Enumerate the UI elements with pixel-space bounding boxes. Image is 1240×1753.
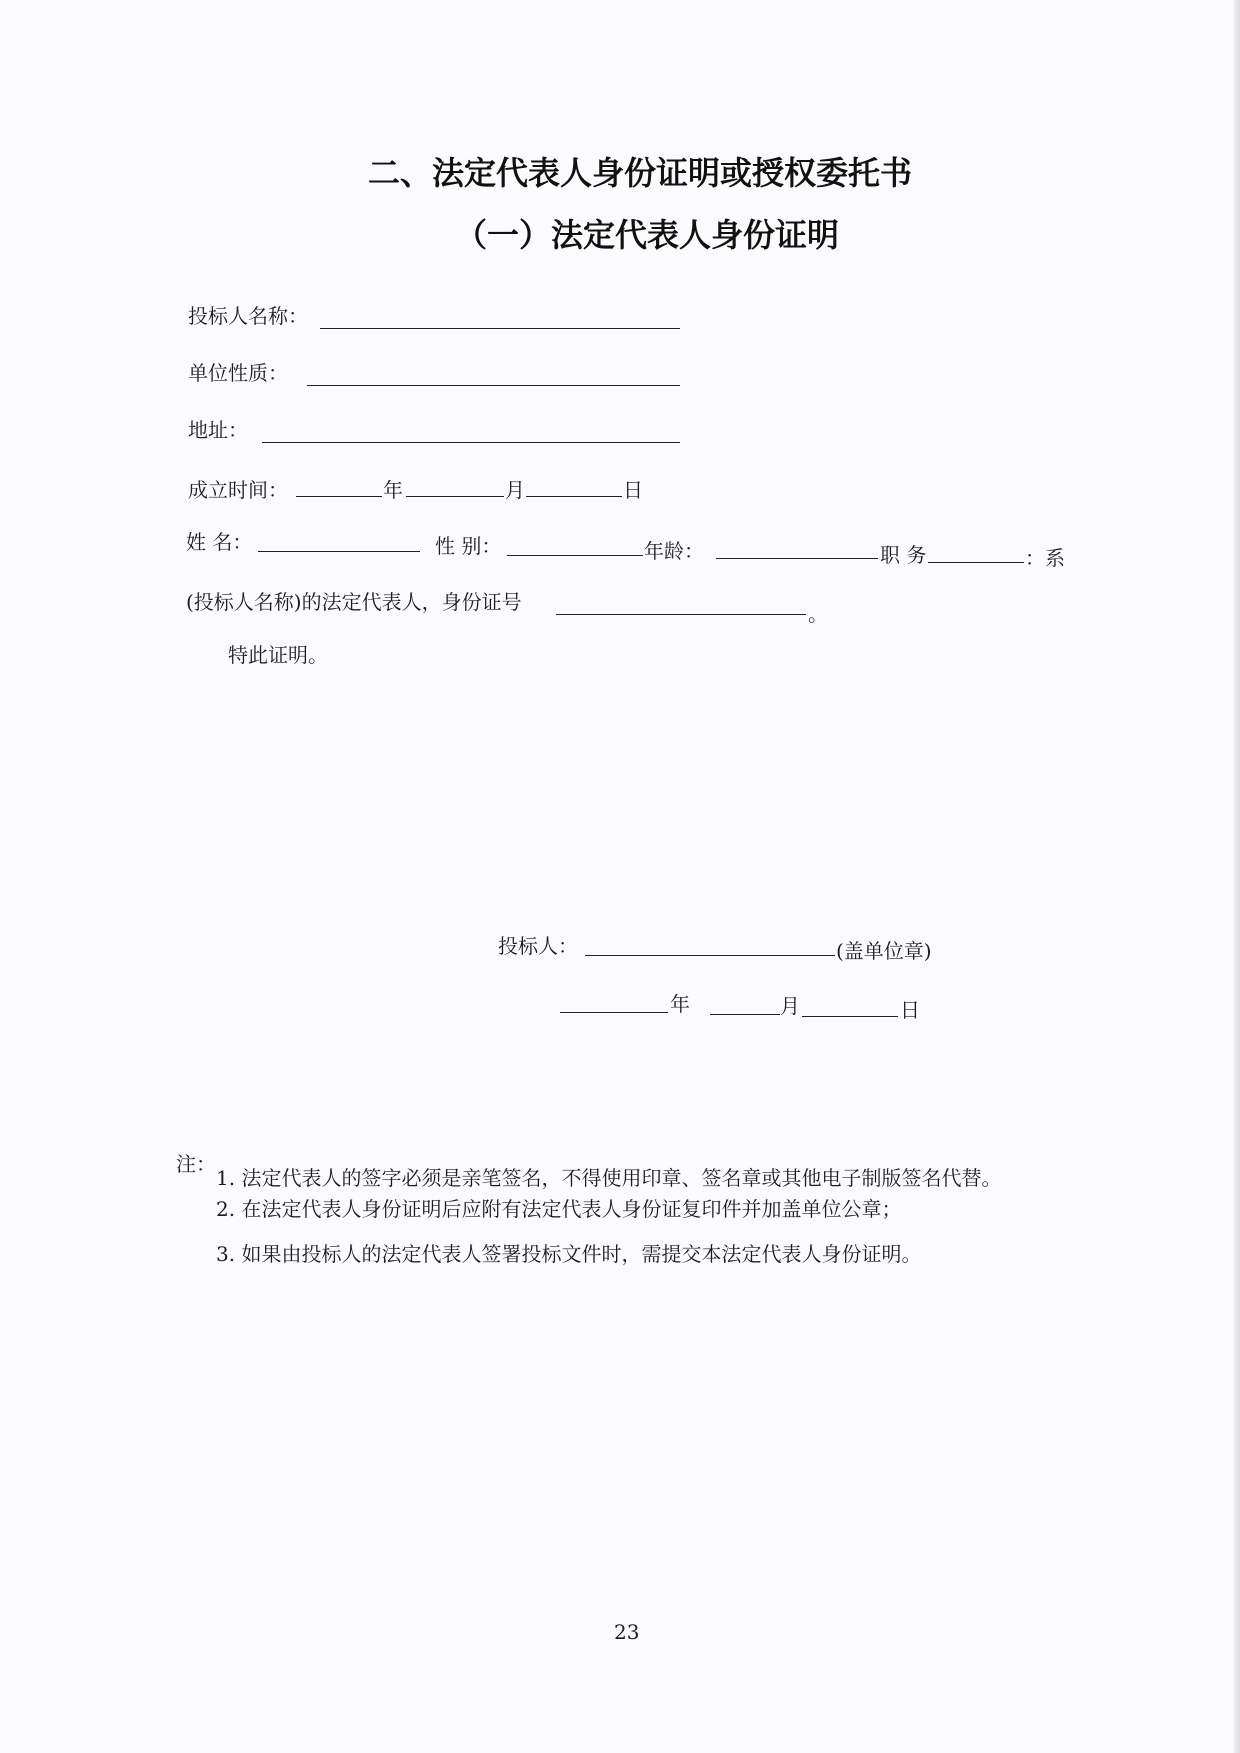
position-label: 职 务 xyxy=(880,543,927,567)
established-label: 成立时间： xyxy=(188,478,288,502)
established-month-field[interactable] xyxy=(406,496,504,497)
sub-heading: （一）法定代表人身份证明 xyxy=(455,216,840,254)
notes-label: 注： xyxy=(176,1152,216,1176)
age-label: 年龄： xyxy=(644,539,704,563)
signature-month-field[interactable] xyxy=(710,1014,780,1015)
address-field[interactable] xyxy=(262,442,680,443)
established-year-field[interactable] xyxy=(296,496,382,497)
signature-day-field[interactable] xyxy=(802,1016,898,1017)
colon-xi-text: ：系 xyxy=(1025,546,1065,570)
signature-bidder-field[interactable] xyxy=(585,955,835,956)
id-number-field[interactable] xyxy=(556,614,806,615)
note-item: 3. 如果由投标人的法定代表人签署投标文件时，需提交本法定代表人身份证明。 xyxy=(216,1242,922,1266)
bidder-name-label: 投标人名称： xyxy=(188,304,308,328)
name-label: 姓 名： xyxy=(186,530,253,554)
established-day-field[interactable] xyxy=(526,496,622,497)
signature-day-label: 日 xyxy=(900,998,920,1022)
address-label: 地址： xyxy=(188,418,248,442)
page-edge xyxy=(1234,0,1240,1753)
note-item: 2. 在法定代表人身份证明后应附有法定代表人身份证复印件并加盖单位公章； xyxy=(216,1197,902,1221)
bidder-name-field[interactable] xyxy=(320,328,680,329)
page-number: 23 xyxy=(614,1620,640,1644)
signature-year-field[interactable] xyxy=(560,1012,668,1013)
representative-text: (投标人名称)的法定代表人，身份证号 xyxy=(186,590,522,614)
certify-text: 特此证明。 xyxy=(228,643,328,667)
established-year-label: 年 xyxy=(383,478,403,502)
gender-label: 性 别： xyxy=(435,534,502,558)
signature-year-label: 年 xyxy=(670,992,690,1016)
signature-month-label: 月 xyxy=(780,994,800,1018)
unit-nature-field[interactable] xyxy=(307,385,680,386)
established-day-label: 日 xyxy=(623,478,643,502)
age-field[interactable] xyxy=(716,558,878,559)
unit-nature-label: 单位性质： xyxy=(188,361,288,385)
established-month-label: 月 xyxy=(505,478,525,502)
name-field[interactable] xyxy=(258,551,420,552)
position-field[interactable] xyxy=(928,562,1024,563)
signature-bidder-label: 投标人： xyxy=(498,934,578,958)
note-item: 1. 法定代表人的签字必须是亲笔签名，不得使用印章、签名章或其他电子制版签名代替。 xyxy=(216,1166,1002,1190)
period-mark: 。 xyxy=(808,602,828,626)
main-heading: 二、法定代表人身份证明或授权委托书 xyxy=(368,154,913,192)
gender-field[interactable] xyxy=(507,555,643,556)
seal-text: (盖单位章) xyxy=(836,939,932,963)
